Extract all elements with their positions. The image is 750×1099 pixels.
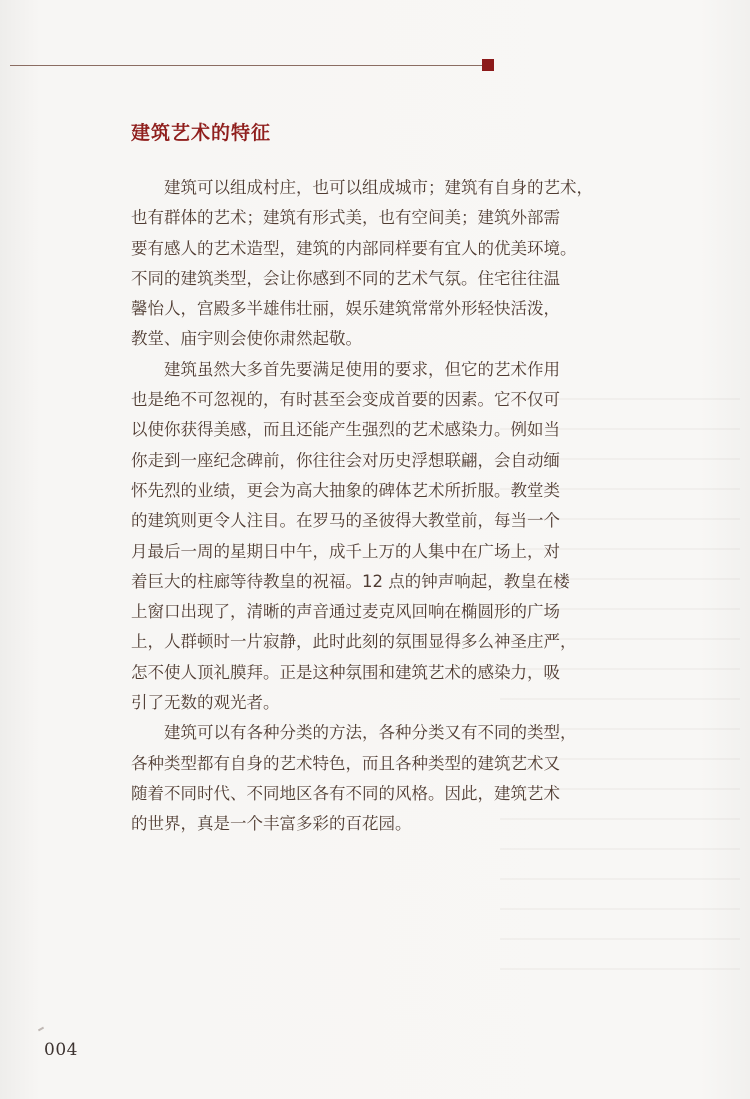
text-line: 各种类型都有自身的艺术特色，而且各种类型的建筑艺术又 xyxy=(131,753,560,773)
paragraph-2 xyxy=(131,355,631,719)
text-line: 建筑可以有各种分类的方法，各种分类又有不同的类型， xyxy=(164,723,577,743)
text-line: 要有感人的艺术造型，建筑的内部同样要有宜人的优美环境。 xyxy=(131,238,577,258)
body-text xyxy=(131,173,631,840)
header-rule xyxy=(10,65,482,66)
paper-mark xyxy=(38,1027,44,1032)
text-line: 着巨大的柱廊等待教皇的祝福。12 点的钟声响起，教皇在楼 xyxy=(131,571,570,591)
text-line: 教堂、庙宇则会使你肃然起敬。 xyxy=(131,329,362,349)
text-line: 引了无数的观光者。 xyxy=(131,693,280,713)
header-accent-square xyxy=(482,59,494,71)
text-line: 月最后一周的星期日中午，成千上万的人集中在广场上，对 xyxy=(131,541,560,561)
paragraph-3 xyxy=(131,718,631,839)
text-line: 你走到一座纪念碑前，你往往会对历史浮想联翩，会自动缅 xyxy=(131,450,560,470)
text-line: 随着不同时代、不同地区各有不同的风格。因此，建筑艺术 xyxy=(131,783,560,803)
text-line: 建筑虽然大多首先要满足使用的要求，但它的艺术作用 xyxy=(164,359,560,379)
text-line: 的建筑则更令人注目。在罗马的圣彼得大教堂前，每当一个 xyxy=(131,511,560,531)
text-line: 以使你获得美感，而且还能产生强烈的艺术感染力。例如当 xyxy=(131,420,560,440)
text-line: 也有群体的艺术；建筑有形式美，也有空间美；建筑外部需 xyxy=(131,208,560,228)
text-line: 上，人群顿时一片寂静，此时此刻的氛围显得多么神圣庄严， xyxy=(131,632,577,652)
text-line: 怎不使人顶礼膜拜。正是这种氛围和建筑艺术的感染力，吸 xyxy=(131,662,560,682)
page-number: 004 xyxy=(44,1040,78,1060)
text-line: 上窗口出现了，清晰的声音通过麦克风回响在椭圆形的广场 xyxy=(131,602,560,622)
text-line: 怀先烈的业绩，更会为高大抽象的碑体艺术所折服。教堂类 xyxy=(131,480,560,500)
section-title: 建筑艺术的特征 xyxy=(131,122,272,144)
text-line: 也是绝不可忽视的，有时甚至会变成首要的因素。它不仅可 xyxy=(131,390,560,410)
text-line: 的世界，真是一个丰富多彩的百花园。 xyxy=(131,814,412,834)
text-line: 不同的建筑类型，会让你感到不同的艺术气氛。住宅往往温 xyxy=(131,268,560,288)
text-line: 建筑可以组成村庄，也可以组成城市；建筑有自身的艺术， xyxy=(164,178,593,197)
paragraph-1 xyxy=(131,173,631,355)
text-line: 馨怡人，宫殿多半雄伟壮丽，娱乐建筑常常外形轻快活泼， xyxy=(131,299,560,319)
